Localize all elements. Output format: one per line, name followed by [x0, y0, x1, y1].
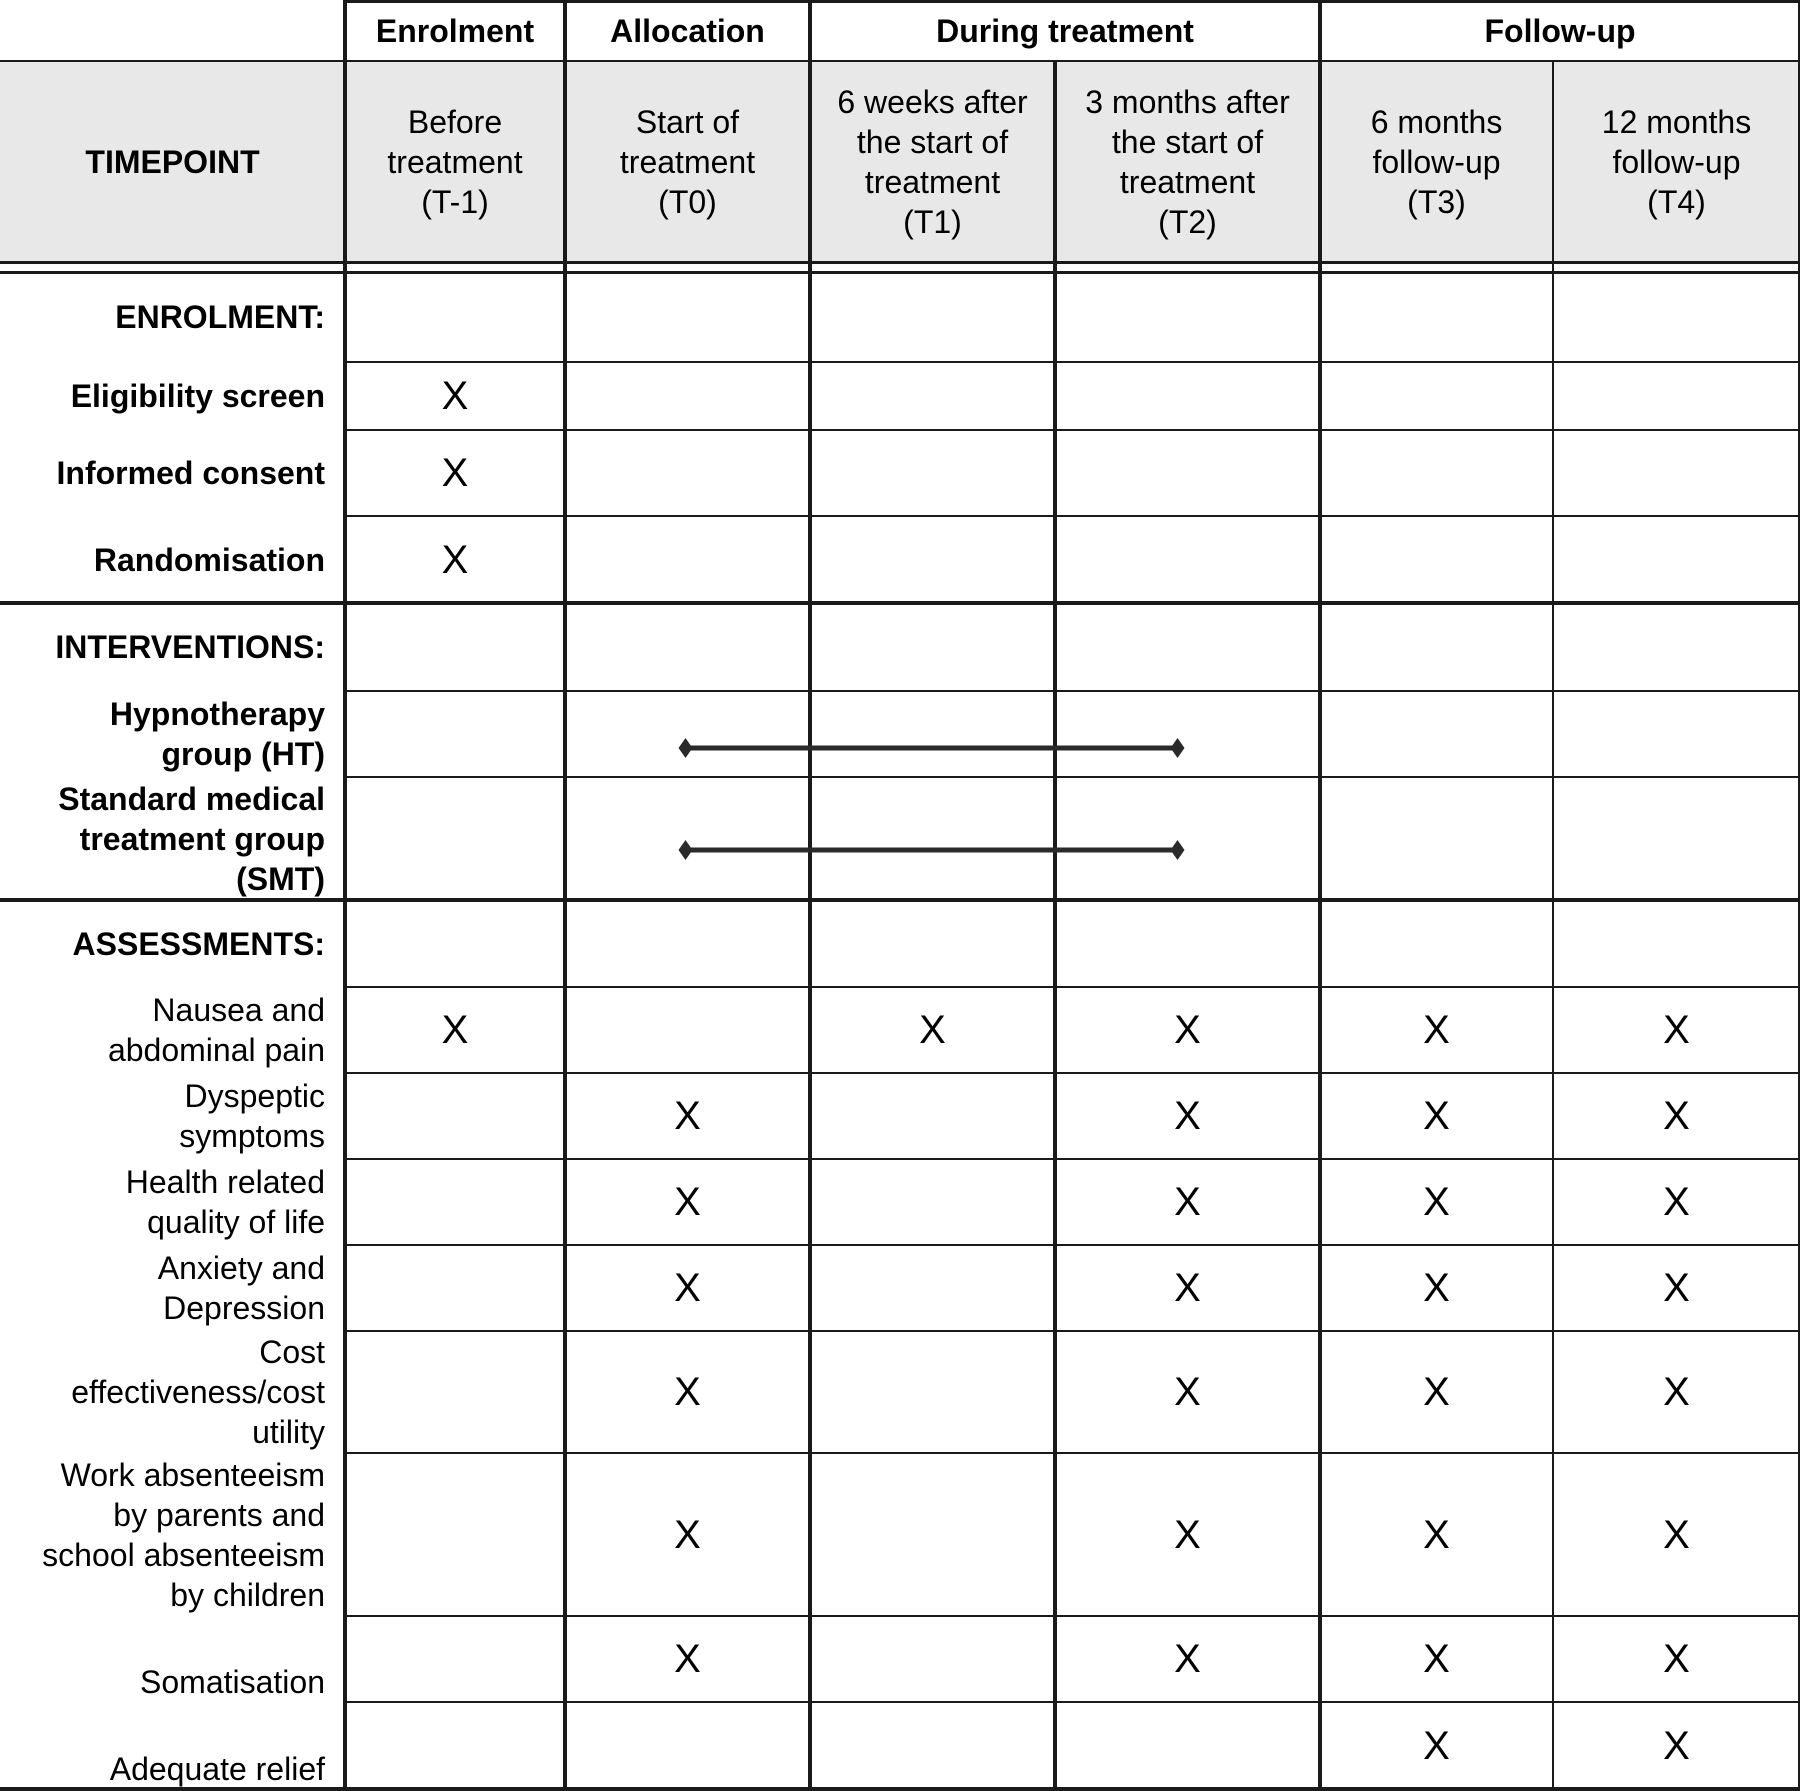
timepoint-label: TIMEPOINT — [85, 143, 260, 180]
schedule-mark: X — [1663, 1370, 1690, 1414]
row-label-randomisation: Randomisation — [93, 541, 325, 578]
schedule-mark: X — [1174, 1008, 1201, 1052]
schedule-mark: X — [919, 1008, 946, 1052]
bar-endpoint-diamond — [1171, 840, 1185, 860]
schedule-mark: X — [441, 451, 469, 495]
column-header-6: 12 months follow-up (T4) — [1601, 103, 1752, 220]
section-title-assessments: ASSESSMENTS: — [72, 925, 325, 962]
row-label-cost-effectiveness-cost-utility: Cost effectiveness/cost utility — [71, 1334, 325, 1450]
schedule-mark: X — [1663, 1094, 1690, 1138]
row-label-eligibility-screen: Eligibility screen — [70, 378, 325, 414]
column-header-4: 3 months after the start of treatment (T2) — [1085, 83, 1290, 240]
row-label-hypnotherapy-group-ht: Hypnotherapy group (HT) — [109, 696, 325, 772]
row-label-informed-consent: Informed consent — [56, 455, 325, 491]
phase-label-follow-up: Follow-up — [1484, 12, 1636, 49]
schedule-mark: X — [1423, 1266, 1450, 1310]
schedule-mark: X — [1423, 1180, 1450, 1224]
schedule-mark: X — [1174, 1180, 1201, 1224]
schedule-mark: X — [1663, 1180, 1690, 1224]
bar-endpoint-diamond — [679, 738, 693, 758]
schedule-mark: X — [1174, 1266, 1201, 1310]
column-header-1: Before treatment (T-1) — [387, 103, 523, 220]
schedule-mark: X — [1663, 1266, 1690, 1310]
schedule-mark: X — [441, 537, 469, 582]
schedule-mark: X — [1423, 1512, 1450, 1557]
row-label-standard-medical-treatment-group-smt: Standard medical treatment group (SMT) — [58, 780, 325, 897]
row-label-somatisation: Somatisation — [140, 1664, 325, 1700]
phase-label-enrolment: Enrolment — [375, 12, 535, 49]
schedule-mark: X — [1423, 1008, 1450, 1052]
column-header-5: 6 months follow-up (T3) — [1370, 103, 1503, 220]
schedule-mark: X — [1663, 1512, 1690, 1557]
schedule-mark: X — [674, 1637, 701, 1681]
bar-endpoint-diamond — [1171, 738, 1185, 758]
schedule-mark: X — [441, 1008, 469, 1052]
row-label-adequate-relief: Adequate relief — [109, 1751, 325, 1787]
schedule-mark: X — [674, 1370, 701, 1414]
schedule-mark: X — [1663, 1723, 1690, 1768]
schedule-mark: X — [674, 1094, 701, 1138]
phase-label-allocation: Allocation — [610, 12, 765, 49]
schedule-mark: X — [1423, 1370, 1450, 1414]
column-header-2: Start of treatment (T0) — [619, 103, 756, 220]
schedule-mark: X — [1174, 1512, 1201, 1557]
schedule-mark: X — [1174, 1370, 1201, 1414]
row-label-anxiety-and-depression: Anxiety and Depression — [157, 1250, 325, 1326]
schedule-mark: X — [1174, 1094, 1201, 1138]
section-title-interventions: INTERVENTIONS: — [55, 629, 325, 665]
section-title-enrolment: ENROLMENT: — [115, 299, 325, 335]
schedule-mark: X — [1423, 1637, 1450, 1681]
bar-endpoint-diamond — [679, 840, 693, 860]
schedule-mark: X — [1663, 1637, 1690, 1681]
schedule-mark: X — [1174, 1637, 1201, 1681]
schedule-mark: X — [1423, 1094, 1450, 1138]
row-label-health-related-quality-of-life: Health related quality of life — [125, 1164, 325, 1240]
schedule-mark: X — [441, 374, 469, 418]
schedule-mark: X — [674, 1180, 701, 1224]
phase-label-during-treatment: During treatment — [936, 12, 1194, 49]
row-label-dyspeptic-symptoms: Dyspeptic symptoms — [179, 1078, 325, 1154]
schedule-mark: X — [1663, 1008, 1690, 1052]
schedule-mark: X — [1423, 1723, 1450, 1768]
row-label-nausea-and-abdominal-pain: Nausea and abdominal pain — [107, 992, 325, 1068]
column-header-3: 6 weeks after the start of treatment (T1) — [837, 83, 1028, 240]
schedule-mark: X — [674, 1512, 701, 1557]
row-label-work-absenteeism-by-parents-and-school-absenteeism-by-children: Work absenteeism by parents and school absenteeism by children — [42, 1456, 325, 1613]
grid-line-horizontal — [0, 1787, 1800, 1791]
schedule-mark: X — [674, 1266, 701, 1310]
